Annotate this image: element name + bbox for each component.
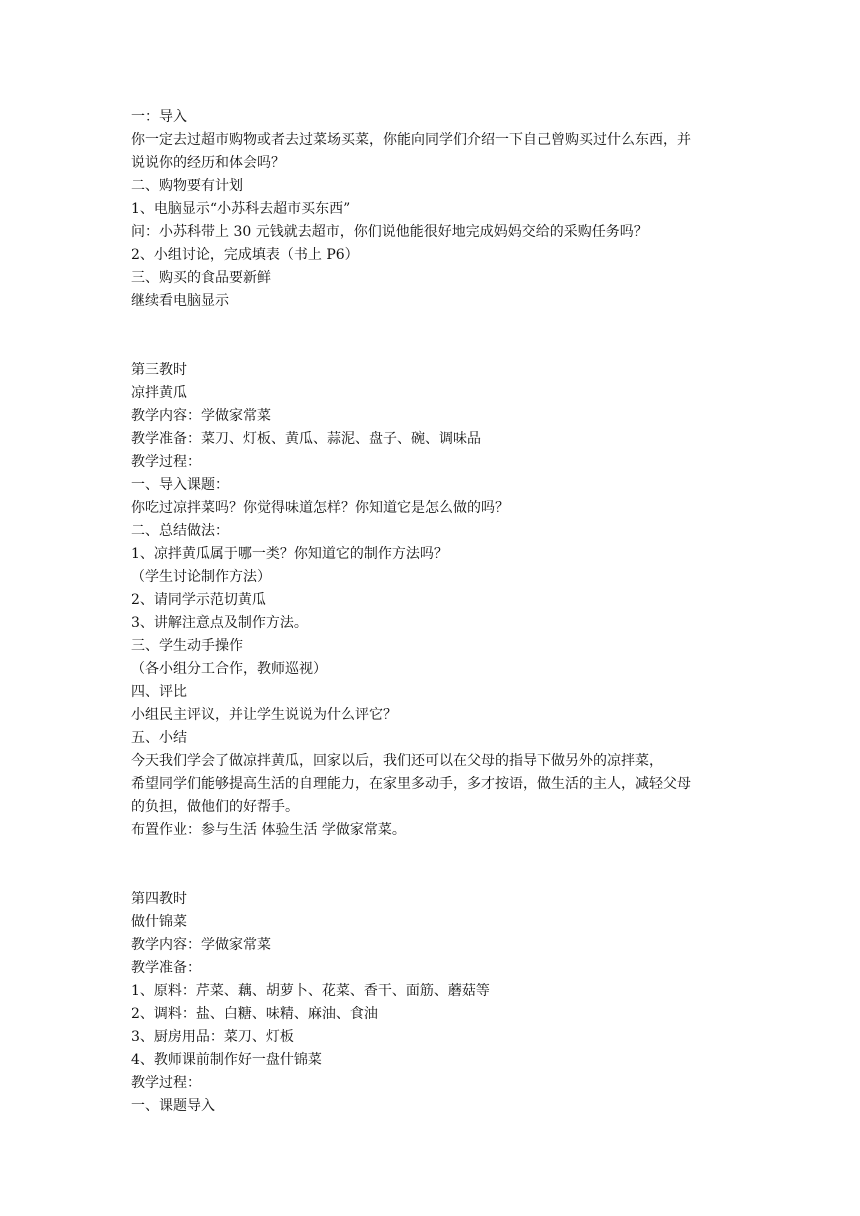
lesson-subtitle: 做什锦菜 xyxy=(131,914,187,930)
heading-line: 二、总结做法： xyxy=(131,523,229,539)
paragraph-line: 希望同学们能够提高生活的自理能力，在家里多动手，多才按语，做生活的主人，减轻父母 xyxy=(131,776,691,792)
heading-intro: 一：导入 xyxy=(131,109,187,125)
paragraph-line: 你吃过凉拌菜吗？你觉得味道怎样？你知道它是怎么做的吗？ xyxy=(131,500,509,516)
heading-line: 三、学生动手操作 xyxy=(131,638,243,654)
lesson-title: 第三教时 xyxy=(131,362,187,378)
list-item: 2、调料：盐、白糖、味精、麻油、食油 xyxy=(131,1006,378,1022)
paragraph-line: 小组民主评议，并让学生说说为什么评它？ xyxy=(131,707,397,723)
section-spacer xyxy=(131,313,751,359)
section-lesson-three xyxy=(131,359,751,842)
lesson-title: 第四教时 xyxy=(131,891,187,907)
heading-fresh-food: 三、购买的食品要新鲜 xyxy=(131,270,271,286)
heading-shopping-plan: 二、购物要有计划 xyxy=(131,178,243,194)
heading-line: 四、评比 xyxy=(131,684,187,700)
section-spacer xyxy=(131,842,751,888)
list-item: 3、讲解注意点及制作方法。 xyxy=(131,615,308,631)
paragraph-line: 教学内容：学做家常菜 xyxy=(131,408,271,424)
paragraph-line: 教学内容：学做家常菜 xyxy=(131,937,271,953)
paragraph-line: （学生讨论制作方法） xyxy=(131,569,271,585)
list-item: 2、小组讨论，完成填表（书上 P6） xyxy=(131,247,359,263)
section-lesson-four xyxy=(131,888,751,1118)
paragraph-line: 问：小苏科带上 30 元钱就去超市，你们说他能很好地完成妈妈交给的采购任务吗？ xyxy=(131,224,648,240)
section-intro xyxy=(131,106,751,313)
heading-line: 一、导入课题： xyxy=(131,477,229,493)
document-page xyxy=(131,106,751,1118)
heading-line: 五、小结 xyxy=(131,730,187,746)
list-item: 1、凉拌黄瓜属于哪一类？你知道它的制作方法吗？ xyxy=(131,546,448,562)
list-item: 1、电脑显示“小苏科去超市买东西” xyxy=(131,201,351,217)
paragraph-line: 教学过程： xyxy=(131,454,201,470)
list-item: 3、厨房用品：菜刀、灯板 xyxy=(131,1029,294,1045)
paragraph-line: （各小组分工合作，教师巡视） xyxy=(131,661,327,677)
paragraph-line: 教学过程： xyxy=(131,1075,201,1091)
paragraph-line: 继续看电脑显示 xyxy=(131,293,229,309)
list-item: 2、请同学示范切黄瓜 xyxy=(131,592,266,608)
paragraph-line: 今天我们学会了做凉拌黄瓜，回家以后，我们还可以在父母的指导下做另外的凉拌菜， xyxy=(131,753,663,769)
paragraph-line: 布置作业：参与生活 体验生活 学做家常菜。 xyxy=(131,822,406,838)
paragraph-line: 说说你的经历和体会吗？ xyxy=(131,155,285,171)
list-item: 1、原料：芹菜、藕、胡萝卜、花菜、香干、面筋、蘑菇等 xyxy=(131,983,490,999)
list-item: 4、教师课前制作好一盘什锦菜 xyxy=(131,1052,322,1068)
paragraph-line: 的负担，做他们的好帮手。 xyxy=(131,799,299,815)
paragraph-line: 你一定去过超市购物或者去过菜场买菜，你能向同学们介绍一下自己曾购买过什么东西，并 xyxy=(131,132,691,148)
heading-line: 一、课题导入 xyxy=(131,1098,215,1114)
lesson-subtitle: 凉拌黄瓜 xyxy=(131,385,187,401)
paragraph-line: 教学准备： xyxy=(131,960,201,976)
paragraph-line: 教学准备：菜刀、灯板、黄瓜、蒜泥、盘子、碗、调味品 xyxy=(131,431,481,447)
